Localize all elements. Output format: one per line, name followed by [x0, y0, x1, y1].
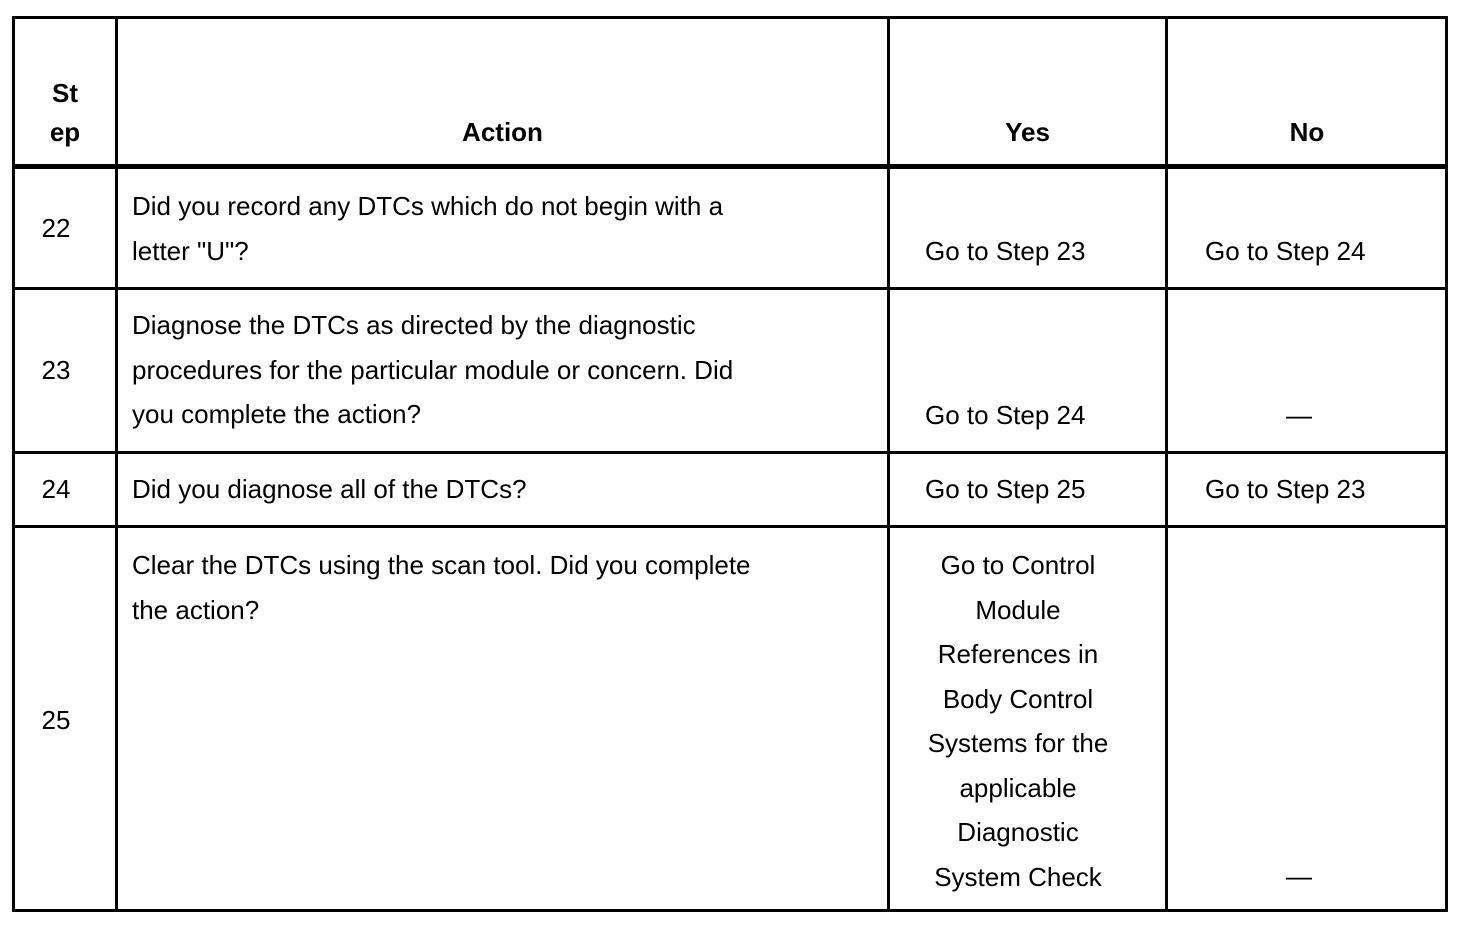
header-step [15, 74, 115, 152]
action-text [132, 543, 872, 632]
header-action: Action [462, 117, 543, 147]
yes-line: Module [975, 594, 1061, 625]
yes-result: Go to Step 25 [925, 474, 1086, 504]
yes-line: Body Control [942, 683, 1094, 714]
yes-line: Systems for the [927, 728, 1109, 758]
column-divider [1165, 19, 1168, 909]
action-line: Did you record any DTCs which do not begin with a [132, 191, 724, 221]
action-line: procedures for the particular module or concern. Did [132, 354, 734, 385]
header-step-line: St [52, 78, 78, 108]
row-divider [15, 287, 1445, 290]
action-text [132, 303, 872, 437]
header-divider [15, 164, 1445, 169]
diagnostic-table [12, 16, 1448, 912]
action-line: Diagnose the DTCs as directed by the diagnostic [132, 310, 696, 340]
yes-line: References in [937, 639, 1099, 669]
header-yes: Yes [1005, 117, 1050, 147]
yes-line: System Check [934, 861, 1102, 892]
step-number: 24 [41, 474, 71, 505]
yes-result: Go to Step 24 [925, 400, 1086, 430]
action-line: you complete the action? [132, 399, 422, 429]
header-step-line: ep [49, 117, 81, 147]
action-line: Clear the DTCs using the scan tool. Did you complete [132, 550, 751, 580]
step-number: 25 [41, 704, 71, 735]
no-result: Go to Step 24 [1205, 236, 1366, 266]
row-divider [15, 525, 1445, 528]
step-number: 22 [41, 212, 71, 243]
action-line: the action? [132, 594, 260, 625]
yes-line: applicable [959, 772, 1077, 803]
no-result: — [1286, 861, 1312, 891]
step-number: 23 [41, 355, 71, 386]
action-text [132, 184, 872, 273]
yes-line: Go to Control [940, 550, 1096, 580]
row-divider [15, 451, 1445, 454]
yes-result: Go to Step 23 [925, 236, 1086, 266]
header-no: No [1289, 117, 1325, 147]
action-line: letter "U"? [132, 235, 249, 266]
column-divider [115, 19, 118, 909]
no-result: Go to Step 23 [1205, 474, 1366, 504]
action-text: Did you diagnose all of the DTCs? [132, 474, 527, 504]
yes-line: Diagnostic [957, 817, 1079, 847]
yes-result [890, 543, 1146, 899]
no-result: — [1286, 400, 1312, 430]
